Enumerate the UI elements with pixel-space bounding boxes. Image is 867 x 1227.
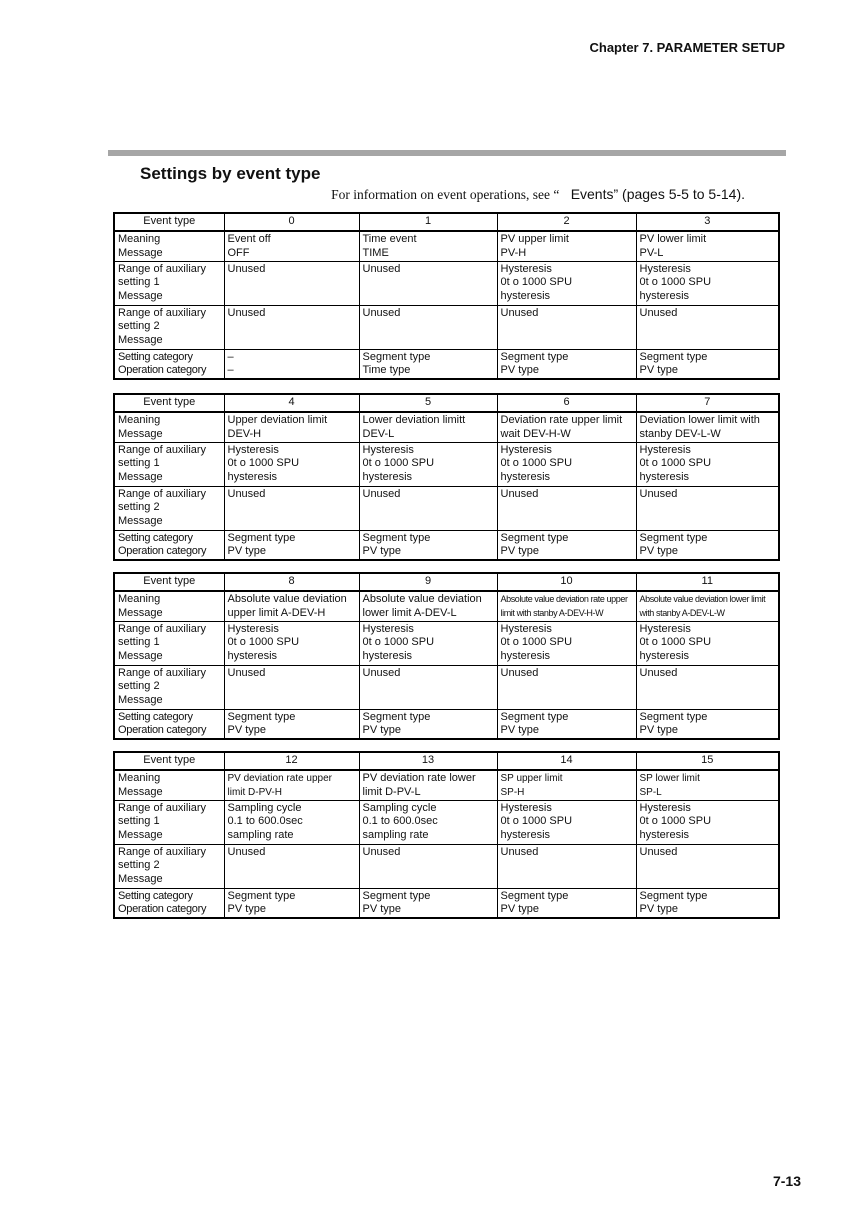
meaning-cell: Deviation rate upper limit wait DEV-H-W — [497, 412, 636, 442]
event-type-row — [114, 394, 779, 412]
event-type-cell: 12 — [224, 752, 359, 770]
row-label-aux1: Range of auxiliary setting 1 Message — [114, 261, 224, 305]
event-type-cell: 4 — [224, 394, 359, 412]
meaning-cell: SP lower limit SP-L — [636, 770, 779, 800]
aux2-cell: Unused — [636, 305, 779, 349]
category-cell: Segment type PV type — [359, 530, 497, 560]
aux1-row — [114, 621, 779, 665]
category-cell: Segment type PV type — [497, 709, 636, 739]
row-label-aux2: Range of auxiliary setting 2 Message — [114, 486, 224, 530]
aux1-cell: Hysteresis 0t o 1000 SPU hysteresis — [224, 442, 359, 486]
category-cell: Segment type PV type — [224, 530, 359, 560]
aux1-cell: Hysteresis 0t o 1000 SPU hysteresis — [224, 621, 359, 665]
row-label-category: Setting category Operation category — [114, 349, 224, 379]
category-row — [114, 709, 779, 739]
meaning-cell: Absolute value deviation lower limit A-DEV-L — [359, 591, 497, 621]
aux2-cell: Unused — [224, 486, 359, 530]
aux1-cell: Unused — [359, 261, 497, 305]
category-cell: Segment type PV type — [636, 709, 779, 739]
row-label-aux1: Range of auxiliary setting 1 Message — [114, 621, 224, 665]
event-type-row — [114, 573, 779, 591]
aux2-cell: Unused — [224, 665, 359, 709]
aux1-cell: Hysteresis 0t o 1000 SPU hysteresis — [359, 442, 497, 486]
row-label-aux2: Range of auxiliary setting 2 Message — [114, 305, 224, 349]
row-label-aux1: Range of auxiliary setting 1 Message — [114, 442, 224, 486]
category-cell: Segment type PV type — [497, 349, 636, 379]
row-label-meaning: Meaning Message — [114, 591, 224, 621]
note-text-serif: For information on event operations, see “ — [331, 187, 560, 202]
aux2-cell: Unused — [636, 486, 779, 530]
aux2-row — [114, 305, 779, 349]
category-cell: Segment type PV type — [359, 888, 497, 918]
meaning-cell: PV lower limit PV-L — [636, 231, 779, 261]
aux1-cell: Hysteresis 0t o 1000 SPU hysteresis — [636, 800, 779, 844]
row-label-meaning: Meaning Message — [114, 770, 224, 800]
category-cell: Segment type PV type — [636, 888, 779, 918]
section-divider — [108, 150, 786, 156]
meaning-cell: Upper deviation limit DEV-H — [224, 412, 359, 442]
event-type-cell: 8 — [224, 573, 359, 591]
row-label-aux2: Range of auxiliary setting 2 Message — [114, 844, 224, 888]
event-table-12-15 — [113, 751, 780, 919]
meaning-cell: PV deviation rate lower limit D-PV-L — [359, 770, 497, 800]
aux1-row — [114, 261, 779, 305]
page-number: 7-13 — [772, 1173, 801, 1189]
aux2-cell: Unused — [224, 305, 359, 349]
category-cell: Segment type PV type — [636, 530, 779, 560]
event-table-4-7 — [113, 393, 780, 561]
event-type-cell: 0 — [224, 213, 359, 231]
section-title: Settings by event type — [140, 164, 321, 183]
meaning-row — [114, 770, 779, 800]
event-type-row — [114, 213, 779, 231]
aux2-cell: Unused — [497, 844, 636, 888]
category-cell: Segment type Time type — [359, 349, 497, 379]
aux2-cell: Unused — [359, 665, 497, 709]
category-row — [114, 349, 779, 379]
meaning-cell: Lower deviation limitt DEV-L — [359, 412, 497, 442]
aux2-cell: Unused — [636, 665, 779, 709]
category-cell: Segment type PV type — [359, 709, 497, 739]
aux2-cell: Unused — [359, 844, 497, 888]
meaning-cell: Time event TIME — [359, 231, 497, 261]
aux2-row — [114, 486, 779, 530]
aux1-cell: Hysteresis 0t o 1000 SPU hysteresis — [636, 261, 779, 305]
meaning-cell: Deviation lower limit with stanby DEV-L-W — [636, 412, 779, 442]
note-text-reference: Events” (pages 5-5 to 5-14). — [570, 186, 745, 202]
aux1-cell: Hysteresis 0t o 1000 SPU hysteresis — [497, 261, 636, 305]
chapter-header: Chapter 7. PARAMETER SETUP — [589, 40, 785, 55]
row-label-category: Setting category Operation category — [114, 530, 224, 560]
row-label-meaning: Meaning Message — [114, 412, 224, 442]
aux1-cell: Sampling cycle 0.1 to 600.0sec sampling rate — [224, 800, 359, 844]
event-type-row — [114, 752, 779, 770]
meaning-cell: PV upper limit PV-H — [497, 231, 636, 261]
event-type-cell: 1 — [359, 213, 497, 231]
meaning-cell: Event off OFF — [224, 231, 359, 261]
category-cell: Segment type PV type — [636, 349, 779, 379]
meaning-row — [114, 412, 779, 442]
aux1-cell: Hysteresis 0t o 1000 SPU hysteresis — [359, 621, 497, 665]
event-type-cell: 13 — [359, 752, 497, 770]
category-cell: Segment type PV type — [224, 888, 359, 918]
event-table-8-11 — [113, 572, 780, 740]
row-label-event-type: Event type — [114, 752, 224, 770]
aux1-cell: Hysteresis 0t o 1000 SPU hysteresis — [636, 621, 779, 665]
row-label-event-type: Event type — [114, 213, 224, 231]
row-label-aux1: Range of auxiliary setting 1 Message — [114, 800, 224, 844]
aux1-row — [114, 442, 779, 486]
row-label-category: Setting category Operation category — [114, 709, 224, 739]
category-row — [114, 888, 779, 918]
category-cell: Segment type PV type — [497, 530, 636, 560]
event-type-cell: 7 — [636, 394, 779, 412]
aux1-cell: Sampling cycle 0.1 to 600.0sec sampling rate — [359, 800, 497, 844]
event-type-cell: 2 — [497, 213, 636, 231]
event-type-cell: 3 — [636, 213, 779, 231]
aux1-cell: Hysteresis 0t o 1000 SPU hysteresis — [497, 442, 636, 486]
section-note — [331, 186, 745, 203]
aux2-cell: Unused — [224, 844, 359, 888]
event-type-cell: 11 — [636, 573, 779, 591]
event-type-cell: 5 — [359, 394, 497, 412]
event-table-0-3 — [113, 212, 780, 380]
category-cell: Segment type PV type — [497, 888, 636, 918]
aux2-cell: Unused — [636, 844, 779, 888]
aux2-cell: Unused — [359, 305, 497, 349]
row-label-event-type: Event type — [114, 394, 224, 412]
meaning-cell: SP upper limit SP-H — [497, 770, 636, 800]
event-type-cell: 14 — [497, 752, 636, 770]
aux2-cell: Unused — [497, 665, 636, 709]
aux2-cell: Unused — [497, 486, 636, 530]
event-type-cell: 10 — [497, 573, 636, 591]
aux2-row — [114, 665, 779, 709]
category-row — [114, 530, 779, 560]
row-label-aux2: Range of auxiliary setting 2 Message — [114, 665, 224, 709]
aux1-cell: Hysteresis 0t o 1000 SPU hysteresis — [497, 800, 636, 844]
event-type-cell: 9 — [359, 573, 497, 591]
aux2-cell: Unused — [359, 486, 497, 530]
category-cell: Segment type PV type — [224, 709, 359, 739]
row-label-category: Setting category Operation category — [114, 888, 224, 918]
meaning-row — [114, 591, 779, 621]
aux2-cell: Unused — [497, 305, 636, 349]
meaning-cell: Absolute value deviation rate upper limit with stanby A-DEV-H-W — [497, 591, 636, 621]
meaning-cell: Absolute value deviation upper limit A-DEV-H — [224, 591, 359, 621]
event-type-cell: 15 — [636, 752, 779, 770]
meaning-cell: PV deviation rate upper limit D-PV-H — [224, 770, 359, 800]
aux1-row — [114, 800, 779, 844]
event-type-cell: 6 — [497, 394, 636, 412]
row-label-meaning: Meaning Message — [114, 231, 224, 261]
aux1-cell: Unused — [224, 261, 359, 305]
meaning-cell: Absolute value deviation lower limit with stanby A-DEV-L-W — [636, 591, 779, 621]
category-cell: – – — [224, 349, 359, 379]
meaning-row — [114, 231, 779, 261]
aux1-cell: Hysteresis 0t o 1000 SPU hysteresis — [636, 442, 779, 486]
aux1-cell: Hysteresis 0t o 1000 SPU hysteresis — [497, 621, 636, 665]
aux2-row — [114, 844, 779, 888]
row-label-event-type: Event type — [114, 573, 224, 591]
